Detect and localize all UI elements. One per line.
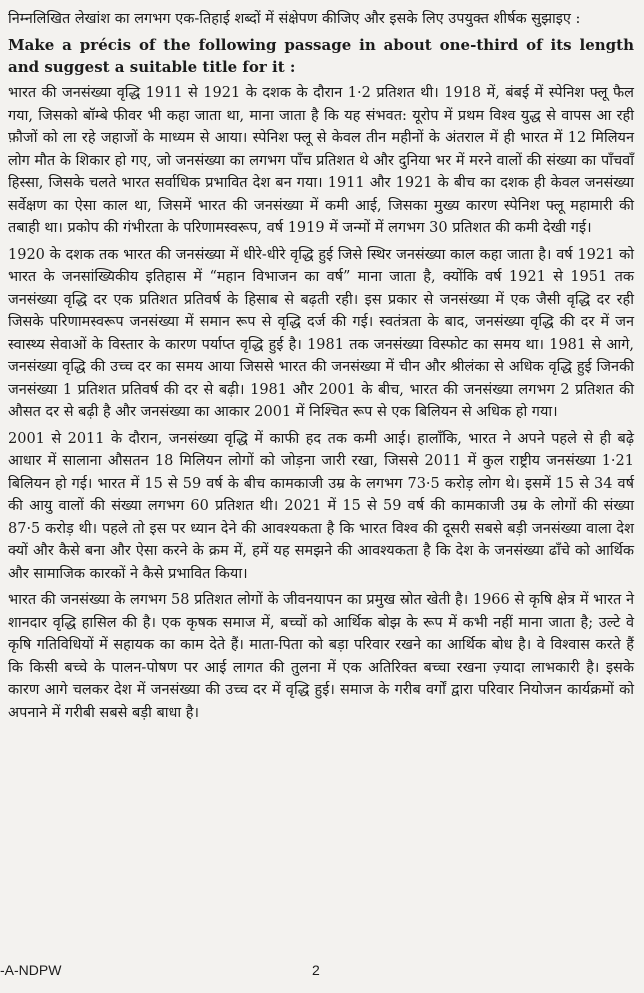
passage-paragraph-2: 1920 के दशक तक भारत की जनसंख्या में धीरे-धीरे वृद्धि हुई जिसे स्थिर जनसंख्या काल कहा जाता है। वर्ष 1921 को भारत के जनसांख्यिकीय इतिहास में “महान विभाजन का वर्ष” माना जाता है, क्योंकि वर्ष 1921 से 1951 तक जनसंख्या वृद्धि दर एक प्रतिशत प्रतिवर्ष के हिसाब से बढ़ती रही। इस प्रकार से जनसंख्या में एक जैसी वृद्धि दर रही जिसके परिणामस्वरूप जनसंख्या में समान रूप से वृद्धि दर्ज की गई। स्वतंत्रता के बाद, जनसंख्या वृद्धि की दर में जन स्वास्थ्य सेवाओं के विस्तार के कारण पर्याप्त वृद्धि हुई है। 1981 तक जनसंख्या विस्फोट का समय था। 1981 से आगे, जनसंख्या वृद्धि की उच्च दर का समय आया जिससे भारत की जनसंख्या में चीन और श्रीलंका से अधिक वृद्धि हुई जिनकी जनसंख्या 1 प्रतिशत प्रतिवर्ष की दर से बढ़ी। 1981 और 2001 के बीच, भारत की जनसंख्या लगभग 2 प्रतिशत की औसत दर से बढ़ी है और जनसंख्या का आकार 2001 में निश्चित रूप से एक बिलियन से अधिक हो गया। <box>8 246 634 420</box>
page-number: 2 <box>312 962 320 978</box>
page-footer <box>0 958 644 982</box>
instruction-hindi: निम्नलिखित लेखांश का लगभग एक-तिहाई शब्दों में संक्षेपण कीजिए और इसके लिए उपयुक्त शीर्षक सुझाइए : <box>8 11 581 27</box>
passage-paragraph-3: 2001 से 2011 के दौरान, जनसंख्या वृद्धि में काफी हद तक कमी आई। हालाँकि, भारत ने अपने पहले से ही बढ़े आधार में सालाना औसतन 18 मिलियन लोगों को जोड़ना जारी रखा, जिससे 2011 में कुल राष्ट्रीय जनसंख्या 1·21 बिलियन हो गई। भारत में 15 से 59 वर्ष के बीच कामकाजी उम्र के लगभग 73·5 करोड़ लोग थे। इसमें 15 से 34 वर्ष की आयु वालों की संख्या लगभग 60 प्रतिशत थी। 2021 में 15 से 59 वर्ष की कामकाजी उम्र के लोगों की संख्या 87·5 करोड़ थी। पहले तो इस पर ध्यान देने की आवश्यकता है कि भारत विश्व की दूसरी सबसे बड़ी जनसंख्या वाला देश क्यों और कैसे बना और ऐसा करने के क्रम में, हमें यह समझने की आवश्यकता है कि देश के जनसंख्या ढाँचे को आर्थिक और सामाजिक कारकों ने कैसे प्रभावित किया। <box>8 430 634 582</box>
passage-paragraph-4: भारत की जनसंख्या के लगभग 58 प्रतिशत लोगों के जीवनयापन का प्रमुख स्रोत खेती है। 1966 से कृषि क्षेत्र में भारत ने शानदार वृद्धि हासिल की है। एक कृषक समाज में, बच्चों को आर्थिक बोझ के रूप में कभी नहीं माना जाता है; उल्टे वे कृषि गतिविधियों में सहायक का काम देते हैं। माता-पिता को बड़ा परिवार रखने का आर्थिक बोध है। वे विश्वास करते हैं कि किसी बच्चे के पालन-पोषण पर आई लागत की तुलना में एक अतिरिक्त बच्चा रखना ज़्यादा लाभकारी है। इसके कारण आगे चलकर देश में जनसंख्या की उच्च दर में वृद्धि हुई। समाज के गरीब वर्गों द्वारा परिवार नियोजन कार्यक्रमों को अपनाने में गरीबी सबसे बड़ी बाधा है। <box>8 592 634 721</box>
instruction-english: Make a précis of the following passage in about one-third of its length and suggest a suitable title for it : <box>8 36 634 76</box>
passage-paragraph-1: भारत की जनसंख्या वृद्धि 1911 से 1921 के दशक के दौरान 1·2 प्रतिशत थी। 1918 में, बंबई में स्पेनिश फ्लू फैल गया, जिसको बॉम्बे फीवर भी कहा जाता था, माना जाता है कि यह संभवत: यूरोप में प्रथम विश्व युद्ध से वापस आ रही फ़ौजों को ला रहे जहाजों के माध्यम से आया। स्पेनिश फ्लू से केवल तीन महीनों के अंतराल में ही भारत में 12 मिलियन लोग मौत के शिकार हो गए, जो जनसंख्या का लगभग पाँच प्रतिशत थे और दुनिया भर में मरने वालों की संख्या का पाँचवाँ हिस्सा, जिसके चलते भारत सर्वाधिक प्रभावित देश बन गया। 1911 और 1921 के बीच का दशक ही केवल जनसंख्या सर्वेक्षण का ऐसा काल था, जिसमें भारत की जनसंख्या में कमी आई, जिसका मुख्य कारण स्पेनिश फ्लू महामारी की तबाही था। प्रकोप की गंभीरता के परिणामस्वरूप, वर्ष 1919 में जन्मों में लगभग 30 प्रतिशत की कमी देखी गई। <box>8 85 634 236</box>
paper-code: -A-NDPW <box>0 962 62 978</box>
